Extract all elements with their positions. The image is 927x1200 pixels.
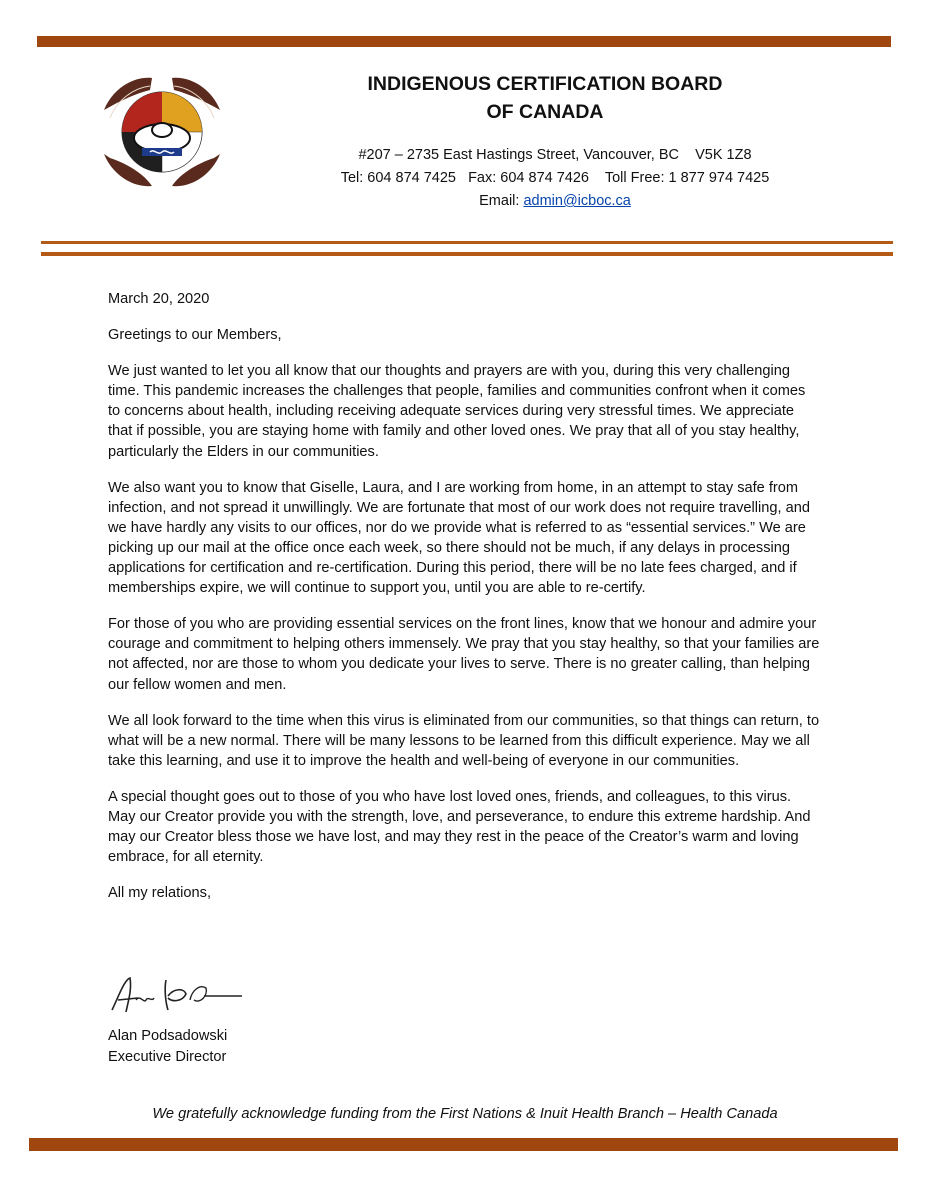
organization-logo bbox=[92, 66, 232, 198]
paragraph: A special thought goes out to those of you who have lost loved ones, friends, and colleagues, to this virus. May our Creator provide you with the strength, love, and perseverance, to endure this extreme hardship. And may our Creator bless those we have lost, and may they rest in the peace of the Creator’s warm and loving embrace, for all eternity. bbox=[108, 788, 811, 866]
letter-body bbox=[108, 289, 820, 919]
paragraph: We also want you to know that Giselle, Laura, and I are working from home, in an attempt to stay safe from infection, and not spread it unwillingly. We are fortunate that most of our work does not require travelling, and we have hardly any visits to our offices, nor do we provide what is referred to as “essential services.” We are picking up our mail at the office once each week, so there should not be much, if any delays in processing applications for certification and re-certification. During this period, there will be no late fees charged, and if memberships expire, we will continue to support you, until you are able to re-certify. bbox=[108, 479, 810, 597]
organization-name bbox=[300, 70, 790, 126]
contact-block bbox=[260, 144, 850, 213]
organization-name-line2: OF CANADA bbox=[486, 101, 604, 123]
organization-name-line1: INDIGENOUS CERTIFICATION BOARD bbox=[367, 73, 723, 95]
letter-date: March 20, 2020 bbox=[108, 291, 210, 307]
header-rule-top bbox=[41, 241, 893, 244]
email-label: Email: bbox=[479, 193, 524, 209]
signature-icon bbox=[108, 970, 248, 1020]
top-border-bar bbox=[37, 36, 891, 47]
email-link[interactable]: admin@icboc.ca bbox=[523, 193, 631, 209]
closing: All my relations, bbox=[108, 885, 211, 902]
bottom-border-bar bbox=[29, 1138, 898, 1151]
signer-name: Alan Podsadowski bbox=[108, 1028, 228, 1044]
salutation: Greetings to our Members, bbox=[108, 327, 282, 344]
phone-numbers: Tel: 604 874 7425 Fax: 604 874 7426 Toll Free: 1 877 974 7425 bbox=[340, 170, 770, 186]
signer-block bbox=[108, 1026, 227, 1067]
street-address: #207 – 2735 East Hastings Street, Vancouver, BC V5K 1Z8 bbox=[358, 147, 752, 163]
funding-acknowledgement: We gratefully acknowledge funding from the First Nations & Inuit Health Branch – Health Canada bbox=[152, 1106, 778, 1122]
email-row bbox=[260, 190, 850, 213]
paragraph: We all look forward to the time when this virus is eliminated from our communities, so that things can return, to what will be a new normal. There will be many lessons to be learned from this difficult experience. May we all take this learning, and use it to improve the health and well-being of everyone in our communities. bbox=[108, 712, 820, 769]
header-rule-bottom bbox=[41, 252, 893, 256]
paragraph: For those of you who are providing essential services on the front lines, know that we honour and admire your courage and commitment to helping others immensely. We pray that you stay healthy, so that your families are not affected, nor are those to whom you dedicate your lives to serve. There is no greater calling, than helping our fellow women and men. bbox=[108, 616, 820, 693]
paragraph: We just wanted to let you all know that our thoughts and prayers are with you, during this very challenging time. This pandemic increases the challenges that people, families and communities confront when it comes to concerns about health, including receiving adequate services during very stressful times. We appreciate that if possible, you are staying home with family and other loved ones. We pray that all of you stay healthy, particularly the Elders in our communities. bbox=[108, 363, 806, 460]
signer-title: Executive Director bbox=[108, 1048, 227, 1065]
